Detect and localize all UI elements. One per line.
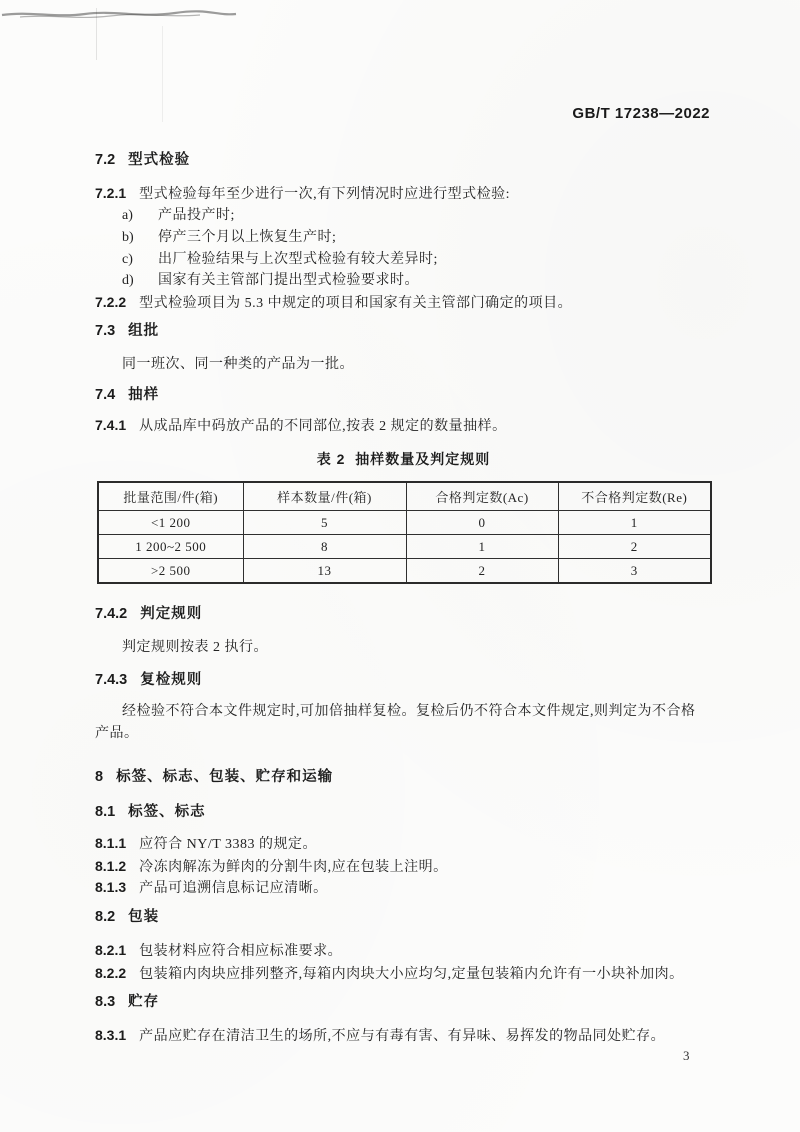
table-row: [98, 511, 711, 535]
heading-7-4-2: [95, 605, 202, 623]
list-item-c: [122, 251, 438, 269]
cell-reject-number: 3: [558, 559, 711, 584]
heading-8-3: [95, 993, 159, 1011]
clause-title: 标签、标志: [128, 804, 206, 820]
table-row: [98, 559, 711, 584]
clause-7-2-2: [95, 293, 572, 313]
clause-number: 8: [95, 769, 104, 785]
clause-number: 7.2.1: [95, 185, 127, 201]
paragraph-7-4-3-line1: 经检验不符合本文件规定时,可加倍抽样复检。复检后仍不符合本文件规定,则判定为不合格: [122, 704, 696, 719]
clause-title: 抽样: [128, 387, 160, 403]
paragraph-7-4-3-line2: 产品。: [95, 726, 139, 741]
paragraph-7-4-2: 判定规则按表 2 执行。: [122, 640, 268, 655]
clause-number: 7.4.3: [95, 672, 128, 688]
clause-text: 产品应贮存在清洁卫生的场所,不应与有毒有害、有异味、易挥发的物品同处贮存。: [139, 1029, 666, 1044]
clause-title: 贮存: [128, 994, 160, 1010]
clause-text: 型式检验每年至少进行一次,有下列情况时应进行型式检验:: [139, 187, 511, 202]
list-text: 产品投产时;: [158, 208, 235, 223]
clause-8-3-1: [95, 1026, 665, 1046]
clause-8-1-1: [95, 834, 317, 854]
list-item-b: [122, 229, 336, 247]
list-text: 国家有关主管部门提出型式检验要求时。: [158, 273, 419, 288]
cell-batch-range: <1 200: [98, 511, 243, 535]
heading-8-2: [95, 908, 159, 926]
clause-title: 组批: [128, 323, 160, 339]
table-2: [97, 481, 712, 584]
page-number: 3: [683, 1048, 690, 1063]
clause-title: 型式检验: [128, 152, 191, 168]
clause-text: 应符合 NY/T 3383 的规定。: [139, 837, 318, 852]
clause-text: 包装箱内肉块应排列整齐,每箱内肉块大小应均匀,定量包装箱内允许有一小块补加肉。: [139, 967, 684, 982]
clause-number: 8.1.1: [95, 835, 127, 851]
clause-8-1-3: [95, 878, 328, 898]
clause-title: 包装: [128, 909, 160, 925]
clause-number: 7.4.1: [95, 417, 127, 433]
cell-accept-number: 0: [406, 511, 558, 535]
table-2-caption: 表 2 抽样数量及判定规则: [316, 451, 491, 467]
heading-7-2: [95, 151, 190, 169]
clause-8-2-1: [95, 941, 342, 961]
clause-text: 型式检验项目为 5.3 中规定的项目和国家有关主管部门确定的项目。: [139, 296, 573, 311]
clause-title: 复检规则: [140, 672, 203, 688]
clause-7-2-1: [95, 184, 510, 204]
list-item-a: [122, 207, 235, 225]
scan-artifact-crease: [96, 8, 97, 60]
heading-7-4: [95, 386, 159, 404]
standard-number: GB/T 17238—2022: [572, 105, 710, 122]
clause-number: 8.2.2: [95, 965, 127, 981]
scan-artifact-crease: [162, 26, 163, 122]
clause-text: 包装材料应符合相应标准要求。: [139, 944, 343, 959]
col-header-batch-range: 批量范围/件(箱): [98, 482, 243, 511]
clause-number: 8.1.3: [95, 879, 127, 895]
clause-number: 7.4: [95, 387, 116, 403]
clause-number: 8.3.1: [95, 1027, 127, 1043]
clause-number: 8.2.1: [95, 942, 127, 958]
cell-accept-number: 2: [406, 559, 558, 584]
col-header-reject-number: 不合格判定数(Re): [558, 482, 711, 511]
clause-text: 冷冻肉解冻为鲜肉的分割牛肉,应在包装上注明。: [139, 860, 448, 875]
col-header-sample-qty: 样本数量/件(箱): [243, 482, 406, 511]
scan-artifact-top-edge: [0, 4, 300, 26]
clause-number: 8.2: [95, 909, 116, 925]
list-marker: c): [122, 252, 133, 267]
cell-reject-number: 2: [558, 535, 711, 559]
clause-title: 标签、标志、包装、贮存和运输: [116, 769, 334, 785]
clause-title: 判定规则: [140, 606, 203, 622]
table-header-row: [98, 482, 711, 511]
heading-7-4-3: [95, 671, 202, 689]
clause-number: 7.2.2: [95, 294, 127, 310]
clause-number: 7.2: [95, 152, 116, 168]
heading-8: [95, 768, 333, 786]
cell-reject-number: 1: [558, 511, 711, 535]
clause-number: 8.1: [95, 804, 116, 820]
cell-batch-range: 1 200~2 500: [98, 535, 243, 559]
heading-7-3: [95, 322, 159, 340]
clause-8-1-2: [95, 857, 448, 877]
clause-text: 产品可追溯信息标记应清晰。: [139, 881, 328, 896]
clause-8-2-2: [95, 964, 684, 984]
cell-accept-number: 1: [406, 535, 558, 559]
clause-text: 从成品库中码放产品的不同部位,按表 2 规定的数量抽样。: [139, 419, 507, 434]
heading-8-1: [95, 803, 206, 821]
list-marker: a): [122, 208, 133, 223]
list-marker: b): [122, 230, 134, 245]
clause-number: 8.3: [95, 994, 116, 1010]
cell-batch-range: >2 500: [98, 559, 243, 584]
list-text: 停产三个月以上恢复生产时;: [158, 230, 337, 245]
cell-sample-qty: 8: [243, 535, 406, 559]
list-item-d: [122, 272, 419, 290]
clause-number: 8.1.2: [95, 858, 127, 874]
paragraph-7-3: 同一班次、同一种类的产品为一批。: [122, 357, 354, 372]
cell-sample-qty: 5: [243, 511, 406, 535]
list-marker: d): [122, 273, 134, 288]
clause-number: 7.3: [95, 323, 116, 339]
list-text: 出厂检验结果与上次型式检验有较大差异时;: [158, 252, 438, 267]
col-header-accept-number: 合格判定数(Ac): [406, 482, 558, 511]
table-row: [98, 535, 711, 559]
clause-number: 7.4.2: [95, 606, 128, 622]
cell-sample-qty: 13: [243, 559, 406, 584]
clause-7-4-1: [95, 416, 507, 436]
